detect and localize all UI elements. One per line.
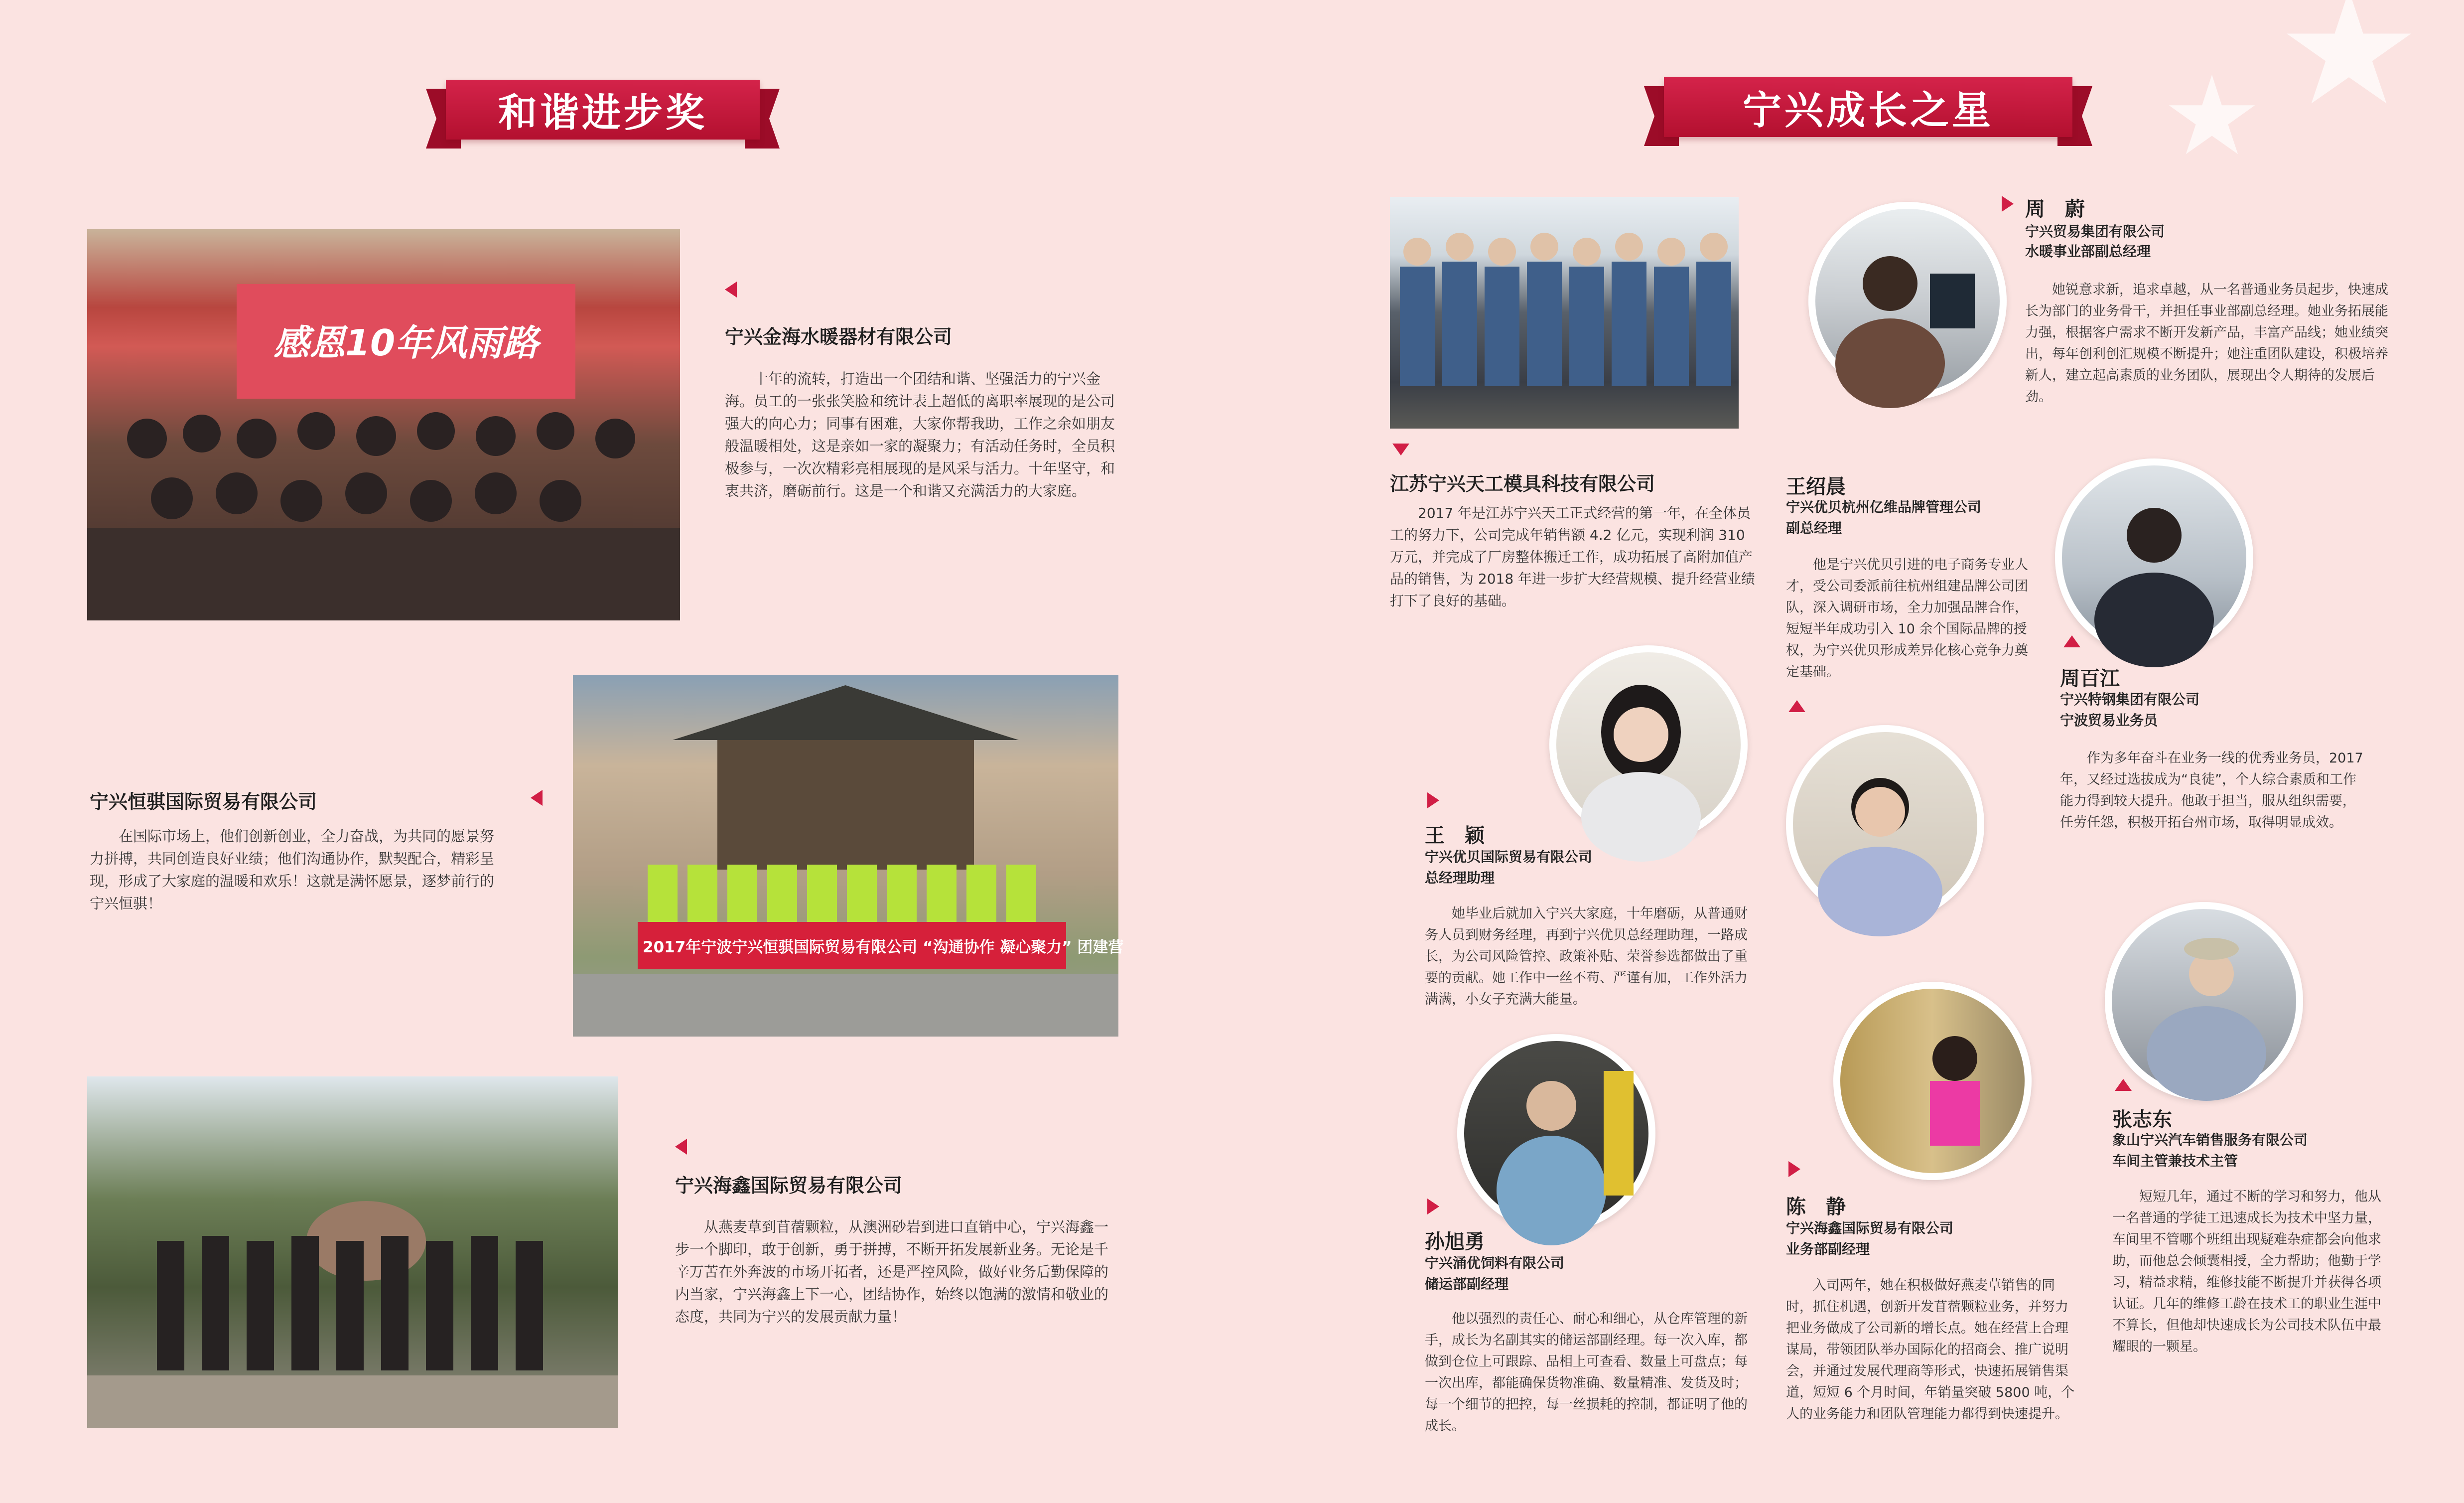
arrow-marker: [2115, 1079, 2132, 1091]
person-silhouette: [1793, 732, 1977, 916]
arrow-marker: [1788, 700, 1805, 712]
arrow-marker: [2002, 196, 2014, 212]
person-company-wang-ying: 宁兴优贝国际贸易有限公司: [1425, 849, 1593, 865]
arrow-marker: [1788, 1161, 1800, 1177]
person-company-zhou-baijiang: 宁兴特钢集团有限公司: [2060, 691, 2200, 708]
company-title-tiangong: 江苏宁兴天工模具科技有限公司: [1390, 473, 1655, 495]
person-title-chen-jing: 业务部副经理: [1786, 1241, 1870, 1257]
jinhai-group-photo: [87, 229, 680, 620]
person-name-zhang-zhidong: 张志东: [2112, 1108, 2172, 1131]
jinhai-photo-banner: 感恩10年风雨路: [273, 322, 539, 364]
person-name-sun-xuyong: 孙旭勇: [1425, 1230, 1485, 1253]
company-text-tiangong: 2017 年是江苏宁兴天工正式经营的第一年，在全体员工的努力下，公司完成年销售额 4.2 亿元，实现利润 310 万元，并完成了厂房整体搬迁工作，成功拓展了高附加值产品的销售，为 2018 年进一步扩大经营规模、提升经营业绩打下了良好的基础。: [1390, 505, 1756, 609]
avatar-wang-shaochen: [2055, 458, 2253, 657]
person-title-sun-xuyong: 储运部副经理: [1425, 1276, 1509, 1292]
arrow-marker: [725, 282, 737, 298]
company-title-jinhai: 宁兴金海水暖器材有限公司: [725, 326, 953, 348]
arrow-marker: [531, 790, 543, 806]
avatar-zhou-wei: [1808, 202, 2007, 400]
avatar-wang-ying: [1549, 645, 1748, 844]
right-section-title: 宁兴成长之星: [1664, 77, 2072, 137]
hengqi-photo-banner: 2017年宁波宁兴恒骐国际贸易有限公司 “沟通协作 凝心聚力” 团建营: [643, 938, 1124, 956]
tiangong-photo-illustration: [1390, 197, 1739, 429]
person-title-wang-shaochen: 副总经理: [1786, 520, 1842, 536]
person-name-zhou-wei: 周 蔚: [2025, 198, 2085, 221]
haixin-group-photo: [87, 1076, 618, 1428]
person-text-zhou-wei: 她锐意求新，追求卓越，从一名普通业务员起步，快速成长为部门的业务骨干，并担任事业部副总经理。她业务拓展能力强，根据客户需求不断开发新产品，丰富产品线；她业绩突出，每年创利创汇规模不断提升；她注重团队建设，积极培养新人，建立起高素质的业务团队，展现出令人期待的发展后劲。: [2025, 282, 2388, 405]
star-decoration-large: [2284, 0, 2414, 115]
person-text-chen-jing: 入司两年，她在积极做好燕麦草销售的同时，抓住机遇，创新开发苜蓿颗粒业务，并努力把业务做成了公司新的增长点。她在经营上合理谋局，带领团队举办国际化的招商会、推广说明会，并通过发展代理商等形式，快速拓展销售渠道，短短 6 个月时间，年销量突破 5800 吨，个人的业务能力和团队管理能力都得到快速提升。: [1786, 1278, 2075, 1422]
company-text-haixin: 从燕麦草到苜蓿颗粒，从澳洲砂岩到进口直销中心，宁兴海鑫一步一个脚印，敢于创新，勇于拼搏，不断开拓发展新业务。无论是千辛万苦在外奔波的市场开拓者，还是严控风险，做好业务后勤保障的内当家，宁兴海鑫上下一心，团结协作，始终以饱满的激情和敬业的态度，共同为宁兴的发展贡献力量！: [675, 1218, 1109, 1325]
arrow-marker: [675, 1139, 687, 1155]
arrow-marker: [1427, 792, 1439, 808]
person-title-zhang-zhidong: 车间主管兼技术主管: [2112, 1153, 2238, 1169]
arrow-marker: [1427, 1199, 1439, 1214]
person-text-zhang-zhidong: 短短几年，通过不断的学习和努力，他从一名普通的学徒工迅速成长为技术中坚力量，车间里不管哪个班组出现疑难杂症都会向他求助，而他总会倾囊相授，全力帮助；他勤于学习，精益求精，维修技能不断提升并获得各项认证。几年的维修工龄在技术工的职业生涯中不算长，但他却快速成长为公司技术队伍中最耀眼的一颗星。: [2112, 1189, 2381, 1354]
person-title-zhou-baijiang: 宁波贸易业务员: [2060, 712, 2158, 729]
haixin-photo-illustration: [87, 1076, 618, 1428]
person-name-chen-jing: 陈 静: [1786, 1196, 1846, 1218]
avatar-sun-xuyong: [1457, 1034, 1655, 1232]
person-company-zhang-zhidong: 象山宁兴汽车销售服务有限公司: [2112, 1132, 2308, 1148]
person-text-wang-ying: 她毕业后就加入宁兴大家庭，十年磨砺，从普通财务人员到财务经理，再到宁兴优贝总经理助理，一路成长，为公司风险管控、政策补贴、荣誉参选都做出了重要的贡献。她工作中一丝不苟、严谨有加，工作外活力满满，小女子充满大能量。: [1425, 906, 1748, 1007]
hengqi-photo-illustration: [573, 675, 1124, 1037]
person-silhouette: [2112, 909, 2296, 1093]
tiangong-group-photo: [1390, 197, 1739, 429]
person-name-wang-ying: 王 颖: [1425, 824, 1485, 847]
person-text-zhou-baijiang: 作为多年奋斗在业务一线的优秀业务员，2017 年，又经过选拔成为“良徒”，个人综合素质和工作能力得到较大提升。他敢于担当，服从组织需要，任劳任怨，积极开拓台州市场，取得明显成效。: [2060, 751, 2363, 830]
person-title-wang-ying: 总经理助理: [1425, 870, 1495, 886]
person-name-zhou-baijiang: 周百江: [2060, 667, 2120, 690]
person-silhouette: [1464, 1041, 1648, 1225]
arrow-marker: [1392, 444, 1409, 455]
avatar-chen-jing: [1833, 982, 2032, 1180]
company-title-haixin: 宁兴海鑫国际贸易有限公司: [675, 1175, 903, 1197]
company-text-jinhai: 十年的流转，打造出一个团结和谐、坚强活力的宁兴金海。员工的一张张笑脸和统计表上超低的离职率展现的是公司强大的向心力；同事有困难，大家你帮我助，工作之余如朋友般温暖相处，这是亲如一家的凝聚力；有活动任务时，全员积极参与，一次次精彩亮相展现的是风采与活力。十年坚守，和衷共济，磨砺前行。这是一个和谐又充满活力的大家庭。: [725, 370, 1115, 499]
left-section-ribbon: [426, 80, 780, 140]
person-company-chen-jing: 宁兴海鑫国际贸易有限公司: [1786, 1220, 1954, 1236]
person-title-zhou-wei: 水暖事业部副总经理: [2025, 243, 2151, 260]
person-silhouette: [1840, 989, 2025, 1173]
person-text-wang-shaochen: 他是宁兴优贝引进的电子商务专业人才，受公司委派前往杭州组建品牌公司团队，深入调研市场，全力加强品牌合作，短短半年成功引入 10 余个国际品牌的授权，为宁兴优贝形成差异化核心竞争力奠定基础。: [1786, 557, 2028, 680]
avatar-man-glasses: [1786, 725, 1984, 923]
person-silhouette: [2062, 465, 2246, 650]
person-company-zhou-wei: 宁兴贸易集团有限公司: [2025, 223, 2165, 240]
company-title-hengqi: 宁兴恒骐国际贸易有限公司: [90, 791, 317, 813]
person-silhouette: [1556, 652, 1741, 837]
arrow-marker: [2063, 635, 2080, 647]
person-company-wang-shaochen: 宁兴优贝杭州亿维品牌管理公司: [1786, 499, 1982, 515]
person-silhouette: [1815, 209, 2000, 393]
person-name-wang-shaochen: 王绍晨: [1786, 475, 1846, 498]
person-company-sun-xuyong: 宁兴涌优饲料有限公司: [1425, 1255, 1565, 1271]
hengqi-group-photo: [573, 675, 1124, 1037]
left-section-title: 和谐进步奖: [446, 80, 760, 140]
person-text-sun-xuyong: 他以强烈的责任心、耐心和细心，从仓库管理的新手，成长为名副其实的储运部副经理。每一次入库，都做到仓位上可跟踪、品相上可查看、数量上可盘点；每一次出库，都能确保货物准确、数量精准、发货及时；每一个细节的把控，每一丝损耗的控制，都证明了他的成长。: [1425, 1311, 1748, 1434]
star-decoration-small: [2167, 75, 2257, 162]
avatar-zhang-zhidong: [2105, 902, 2303, 1100]
right-section-ribbon: [1644, 77, 2092, 137]
company-text-hengqi: 在国际市场上，他们创新创业，全力奋战，为共同的愿景努力拼搏，共同创造良好业绩；他们沟通协作，默契配合，精彩呈现，形成了大家庭的温暖和欢乐！这就是满怀愿景，逐梦前行的宁兴恒骐！: [90, 828, 495, 912]
jinhai-photo-illustration: [87, 229, 680, 620]
